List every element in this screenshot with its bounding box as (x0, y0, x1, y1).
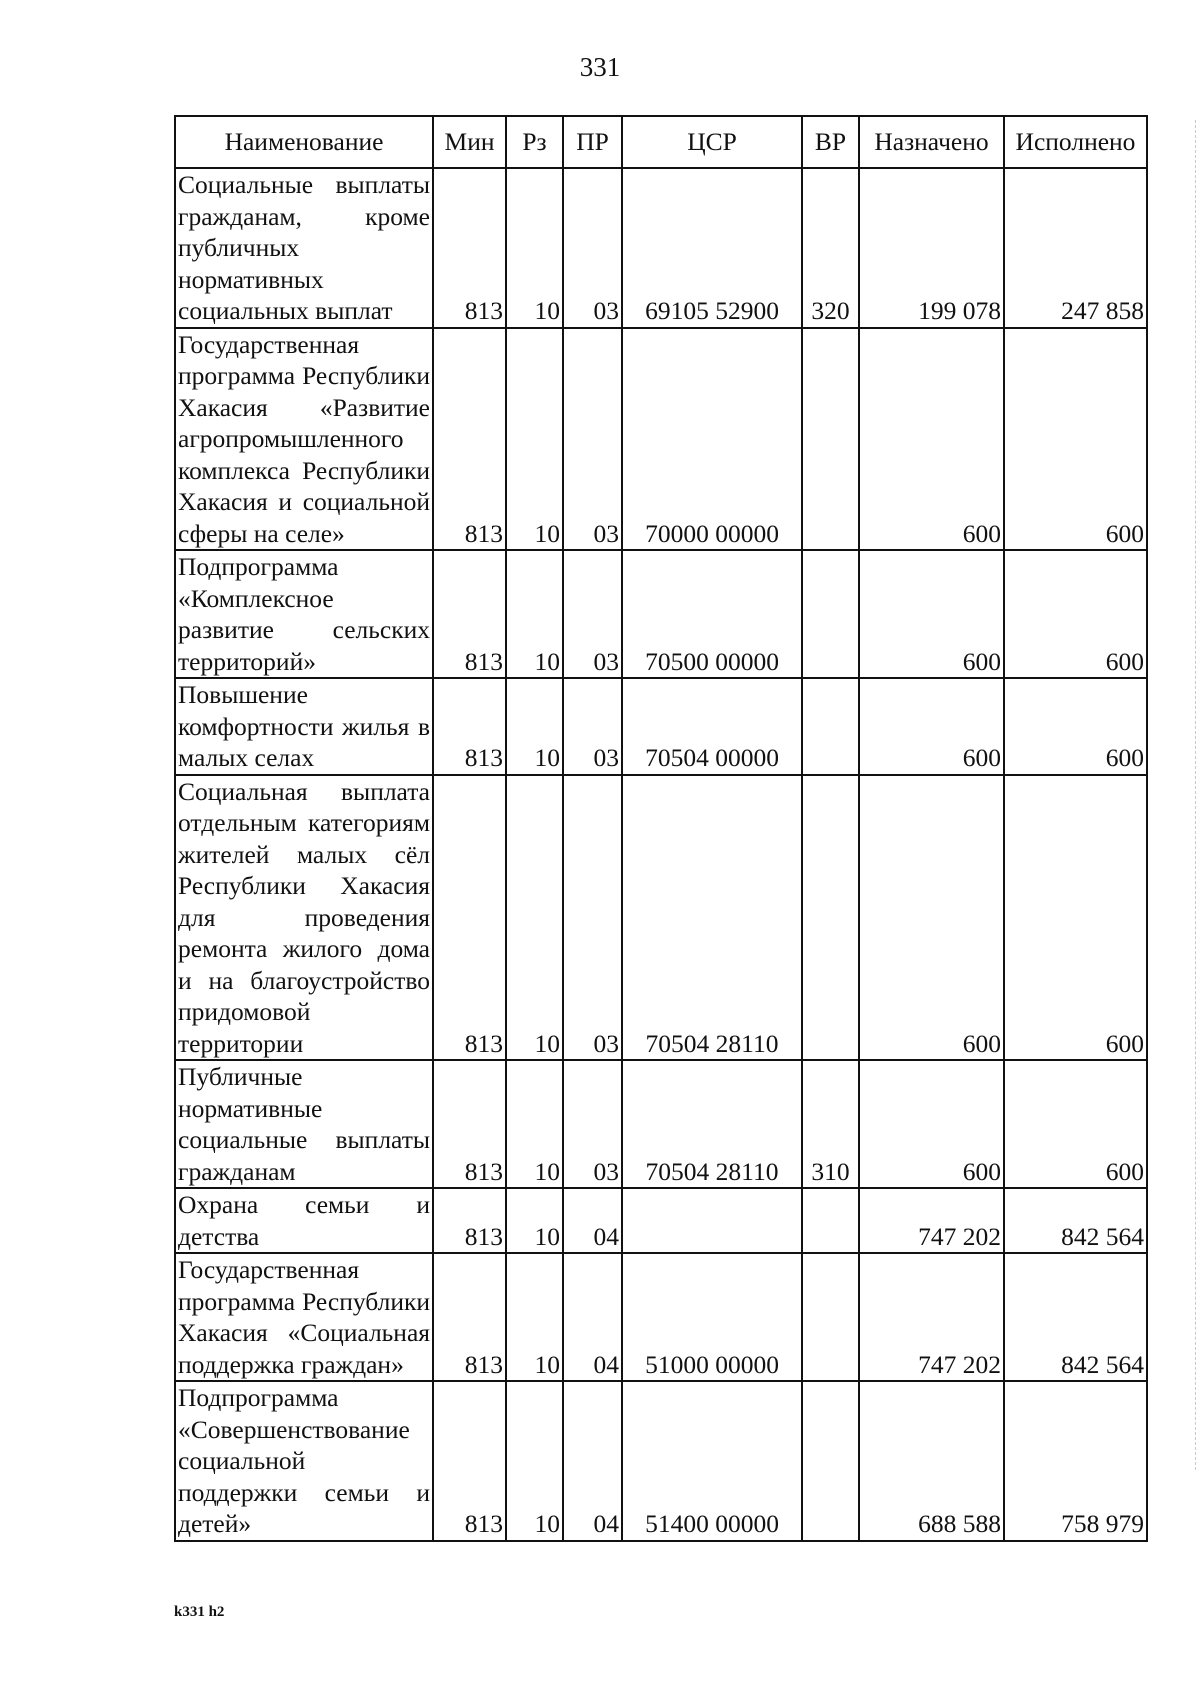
row-pr: 03 (563, 168, 622, 328)
row-min: 813 (433, 1253, 506, 1381)
row-name: Публичные нормативные социальные выплаты гражданам (175, 1060, 433, 1188)
row-pr: 04 (563, 1188, 622, 1253)
row-rz: 10 (506, 775, 563, 1061)
row-assigned: 600 (859, 1060, 1004, 1188)
row-pr: 03 (563, 1060, 622, 1188)
row-executed: 600 (1004, 678, 1147, 775)
row-csr: 70500 00000 (622, 550, 802, 678)
row-pr: 04 (563, 1381, 622, 1541)
row-assigned: 688 588 (859, 1381, 1004, 1541)
row-executed: 600 (1004, 550, 1147, 678)
row-csr: 51000 00000 (622, 1253, 802, 1381)
row-name: Охрана семьи и детства (175, 1188, 433, 1253)
row-executed: 758 979 (1004, 1381, 1147, 1541)
footer-code: k331 h2 (174, 1604, 225, 1620)
row-executed: 600 (1004, 775, 1147, 1061)
row-vr (802, 1188, 859, 1253)
row-assigned: 600 (859, 328, 1004, 551)
header-vr: ВР (802, 116, 859, 168)
row-rz: 10 (506, 1381, 563, 1541)
row-csr: 70000 00000 (622, 328, 802, 551)
row-assigned: 600 (859, 775, 1004, 1061)
row-name: Социальные выплаты гражданам, кроме публичных нормативных социальных выплат (175, 168, 433, 328)
row-min: 813 (433, 1060, 506, 1188)
row-name: Государственная программа Республики Хакасия «Социальная поддержка граждан» (175, 1253, 433, 1381)
header-assigned: Назначено (859, 116, 1004, 168)
table-row (175, 1381, 1147, 1541)
row-min: 813 (433, 1381, 506, 1541)
row-rz: 10 (506, 678, 563, 775)
row-rz: 10 (506, 1060, 563, 1188)
row-csr (622, 1188, 802, 1253)
row-pr: 03 (563, 328, 622, 551)
table-row (175, 1188, 1147, 1253)
row-rz: 10 (506, 1253, 563, 1381)
budget-table (174, 115, 1148, 1542)
header-name: Наименование (175, 116, 433, 168)
row-vr (802, 1253, 859, 1381)
table-row (175, 1060, 1147, 1188)
header-csr: ЦСР (622, 116, 802, 168)
table-row (175, 678, 1147, 775)
table-row (175, 775, 1147, 1061)
row-rz: 10 (506, 550, 563, 678)
row-pr: 04 (563, 1253, 622, 1381)
row-pr: 03 (563, 550, 622, 678)
row-name: Государственная программа Республики Хакасия «Развитие агропромышленного комплекса Республики Хакасия и социальной сферы на селе» (175, 328, 433, 551)
header-rz: Рз (506, 116, 563, 168)
header-executed: Исполнено (1004, 116, 1147, 168)
row-min: 813 (433, 550, 506, 678)
row-vr (802, 550, 859, 678)
table-row (175, 550, 1147, 678)
row-csr: 51400 00000 (622, 1381, 802, 1541)
scan-edge-artifact (1194, 120, 1196, 1470)
row-executed: 842 564 (1004, 1188, 1147, 1253)
row-pr: 03 (563, 678, 622, 775)
row-vr (802, 328, 859, 551)
row-min: 813 (433, 678, 506, 775)
row-vr: 310 (802, 1060, 859, 1188)
row-csr: 69105 52900 (622, 168, 802, 328)
table-row (175, 328, 1147, 551)
row-min: 813 (433, 1188, 506, 1253)
table-header-row (175, 116, 1147, 168)
row-assigned: 747 202 (859, 1253, 1004, 1381)
header-pr: ПР (563, 116, 622, 168)
header-min: Мин (433, 116, 506, 168)
row-vr (802, 775, 859, 1061)
row-assigned: 600 (859, 550, 1004, 678)
row-executed: 247 858 (1004, 168, 1147, 328)
row-csr: 70504 28110 (622, 1060, 802, 1188)
row-assigned: 600 (859, 678, 1004, 775)
table-row (175, 1253, 1147, 1381)
row-name: Подпрограмма «Комплексное развитие сельских территорий» (175, 550, 433, 678)
row-name: Повышение комфортности жилья в малых селах (175, 678, 433, 775)
row-name: Социальная выплата отдельным категориям жителей малых сёл Республики Хакасия для проведения ремонта жилого дома и на благоустройство придомовой территории (175, 775, 433, 1061)
row-csr: 70504 00000 (622, 678, 802, 775)
row-executed: 842 564 (1004, 1253, 1147, 1381)
row-min: 813 (433, 328, 506, 551)
page-number: 331 (579, 52, 621, 82)
row-assigned: 199 078 (859, 168, 1004, 328)
row-name: Подпрограмма «Совершенствование социальной поддержки семьи и детей» (175, 1381, 433, 1541)
row-min: 813 (433, 168, 506, 328)
row-rz: 10 (506, 328, 563, 551)
row-csr: 70504 28110 (622, 775, 802, 1061)
row-vr (802, 678, 859, 775)
row-rz: 10 (506, 168, 563, 328)
row-executed: 600 (1004, 328, 1147, 551)
row-assigned: 747 202 (859, 1188, 1004, 1253)
row-executed: 600 (1004, 1060, 1147, 1188)
row-rz: 10 (506, 1188, 563, 1253)
row-min: 813 (433, 775, 506, 1061)
row-vr (802, 1381, 859, 1541)
row-vr: 320 (802, 168, 859, 328)
table-row (175, 168, 1147, 328)
row-pr: 03 (563, 775, 622, 1061)
